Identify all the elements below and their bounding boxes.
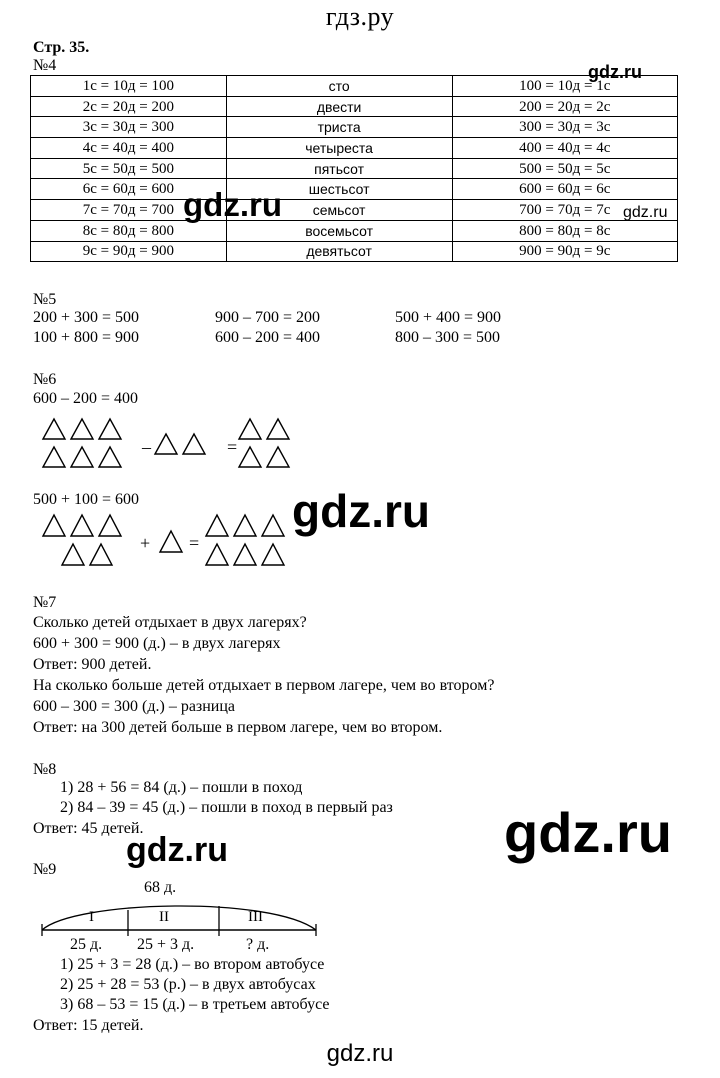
task7-line: На сколько больше детей отдыхает в первом лагере, чем во втором? <box>33 677 495 694</box>
number-equation-cell: 800 = 80д = 8с <box>452 220 677 241</box>
task5-eq: 200 + 300 = 500 <box>33 309 140 326</box>
task7-line: 600 – 300 = 300 (д.) – разница <box>33 698 236 715</box>
segment-value: 25 + 3 д. <box>137 936 195 953</box>
task8-step: 1) 28 + 56 = 84 (д.) – пошли в поход <box>60 779 303 796</box>
number-word-cell: девятьсот <box>226 241 452 262</box>
brace-arc <box>42 906 316 930</box>
triangle-icon <box>267 447 289 467</box>
triangle-icon <box>71 515 93 536</box>
triangle-icon <box>99 515 121 536</box>
triangle-icon <box>262 515 284 536</box>
minus-sign: – <box>142 437 151 457</box>
watermark-logo: gdz.ru <box>183 186 282 223</box>
triangle-icon <box>267 419 289 439</box>
triangle-icon <box>206 515 228 536</box>
part-label: II <box>159 909 169 925</box>
watermark-logo: gdz.ru <box>588 62 642 82</box>
number-equation-cell: 8с = 80д = 800 <box>31 220 227 241</box>
number-equation-cell: 400 = 40д = 4с <box>452 138 677 159</box>
number-equation-cell: 900 = 90д = 9с <box>452 241 677 262</box>
table-row <box>31 220 678 241</box>
task5-eq: 600 – 200 = 400 <box>215 329 321 346</box>
triangle-icon <box>43 515 65 536</box>
task9-step: 3) 68 – 53 = 15 (д.) – в третьем автобусе <box>60 996 330 1013</box>
watermark-logo: gdz.ru <box>504 801 672 864</box>
task8-answer: Ответ: 45 детей. <box>33 820 144 837</box>
task5-eq: 900 – 700 = 200 <box>215 309 321 326</box>
watermark-logo: gdz.ru <box>126 831 228 869</box>
number-equation-cell: 600 = 60д = 6с <box>452 179 677 200</box>
triangle-icon <box>71 419 93 439</box>
diagram-total-label: 68 д. <box>144 879 177 896</box>
table-row <box>31 76 678 97</box>
task5-eq: 800 – 300 = 500 <box>395 329 501 346</box>
number-word-cell: сто <box>226 76 452 97</box>
task5-number: №5 <box>33 291 57 308</box>
table-row <box>31 200 678 221</box>
number-word-cell: триста <box>226 117 452 138</box>
segment-diagram <box>36 890 326 940</box>
triangle-icon <box>155 434 177 454</box>
triangle-icon <box>239 447 261 467</box>
task5-eq: 100 + 800 = 900 <box>33 329 140 346</box>
task9-number: №9 <box>33 861 57 878</box>
segment-value: ? д. <box>246 936 270 953</box>
table-row <box>31 241 678 262</box>
task7-line: Ответ: на 300 детей больше в первом лагере, чем во втором. <box>33 719 443 736</box>
number-equation-cell: 7с = 70д = 700 <box>31 200 227 221</box>
watermark-logo: gdz.ru <box>292 485 430 537</box>
number-equation-cell: 1с = 10д = 100 <box>31 76 227 97</box>
task9-step: 2) 25 + 28 = 53 (р.) – в двух автобусах <box>60 976 316 993</box>
triangle-icon <box>62 544 84 565</box>
triangle-icon <box>160 531 182 552</box>
task6-number: №6 <box>33 371 57 388</box>
triangle-icon <box>99 447 121 467</box>
triangle-icon <box>43 419 65 439</box>
equals-sign: = <box>189 533 200 553</box>
number-equation-cell: 2с = 20д = 200 <box>31 96 227 117</box>
part-label: I <box>89 909 94 925</box>
task8-number: №8 <box>33 761 57 778</box>
number-word-cell: четыреста <box>226 138 452 159</box>
segment-value: 25 д. <box>70 936 103 953</box>
triangle-icon <box>183 434 205 454</box>
task7-line: Ответ: 900 детей. <box>33 656 152 673</box>
number-equation-cell: 9с = 90д = 900 <box>31 241 227 262</box>
number-equation-cell: 3с = 30д = 300 <box>31 117 227 138</box>
table-row <box>31 117 678 138</box>
number-word-cell: шестьсот <box>226 179 452 200</box>
number-equation-cell: 100 = 10д = 1с <box>452 76 677 97</box>
task7-line: 600 + 300 = 900 (д.) – в двух лагерях <box>33 635 281 652</box>
number-word-cell: двести <box>226 96 452 117</box>
number-equation-cell: 500 = 50д = 5с <box>452 158 677 179</box>
equals-sign: = <box>227 437 238 457</box>
part-label: III <box>248 909 263 925</box>
table-row <box>31 138 678 159</box>
triangle-icon <box>90 544 112 565</box>
number-equation-cell: 300 = 30д = 3с <box>452 117 677 138</box>
number-equation-cell: 4с = 40д = 400 <box>31 138 227 159</box>
task4-number: №4 <box>33 57 57 74</box>
triangle-icon <box>234 515 256 536</box>
number-equation-cell: 6с = 60д = 600 <box>31 179 227 200</box>
triangle-icon <box>99 419 121 439</box>
watermark-logo: gdz.ru <box>326 1040 394 1067</box>
table-row <box>31 158 678 179</box>
watermark-logo: gdz.ru <box>623 204 668 221</box>
task9-step: 1) 25 + 3 = 28 (д.) – во втором автобусе <box>60 956 325 973</box>
number-equation-cell: 5с = 50д = 500 <box>31 158 227 179</box>
number-equation-cell: 200 = 20д = 2с <box>452 96 677 117</box>
site-title: гдз.ру <box>325 2 395 31</box>
table-row <box>31 96 678 117</box>
number-word-cell: пятьсот <box>226 158 452 179</box>
plus-sign: + <box>140 533 151 553</box>
page-reference: Стр. 35. <box>33 39 90 56</box>
triangle-icon <box>43 447 65 467</box>
number-word-cell: восемьсот <box>226 220 452 241</box>
number-equation-cell: 700 = 70д = 7с <box>452 200 677 221</box>
task9-answer: Ответ: 15 детей. <box>33 1017 144 1034</box>
triangle-icon <box>234 544 256 565</box>
number-word-cell: семьсот <box>226 200 452 221</box>
task5-eq: 500 + 400 = 900 <box>395 309 502 326</box>
triangle-icon <box>262 544 284 565</box>
triangle-icon <box>71 447 93 467</box>
task6-equation: 500 + 100 = 600 <box>33 491 140 508</box>
task8-step: 2) 84 – 39 = 45 (д.) – пошли в поход в первый раз <box>60 799 393 816</box>
triangle-icon <box>206 544 228 565</box>
task4-table <box>30 75 678 262</box>
triangle-group-subtraction <box>40 414 310 474</box>
task7-number: №7 <box>33 594 57 611</box>
triangle-group-addition <box>40 510 300 570</box>
table-row <box>31 179 678 200</box>
task6-equation: 600 – 200 = 400 <box>33 390 139 407</box>
triangle-icon <box>239 419 261 439</box>
task7-line: Сколько детей отдыхает в двух лагерях? <box>33 614 307 631</box>
